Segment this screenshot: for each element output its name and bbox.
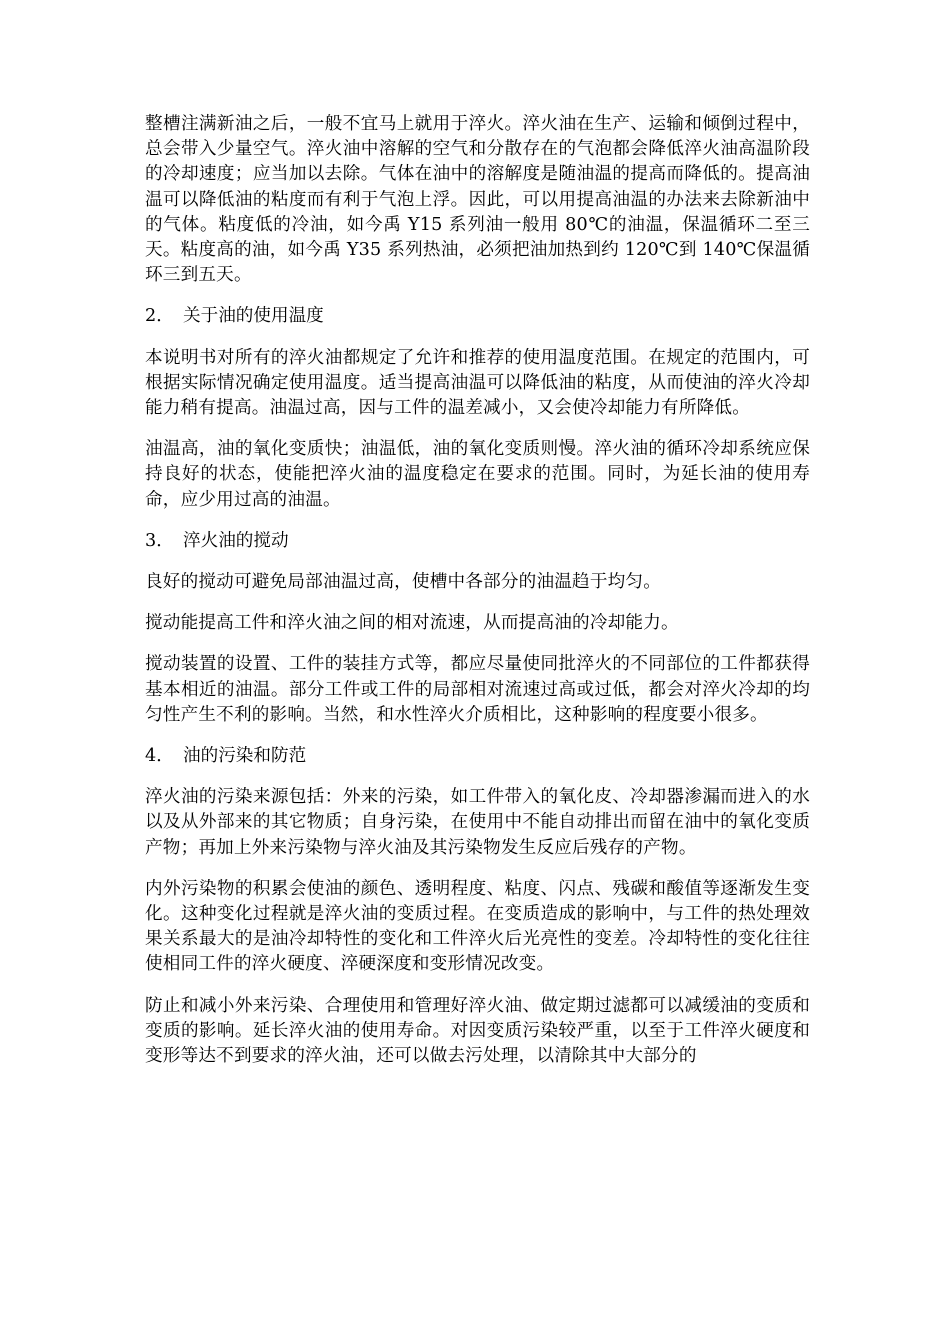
paragraph-intro: 整槽注满新油之后，一般不宜马上就用于淬火。淬火油在生产、运输和倾倒过程中，总会带入少量空气。淬火油中溶解的空气和分散存在的气泡都会降低淬火油高温阶段的冷却速度；应当加以去除。气体在油中的溶解度是随油温的提高而降低的。提高油温可以降低油的粘度而有利于气泡上浮。因此，可以用提高油温的办法来去除新油中的气体。粘度低的冷油，如今禹 Y15 系列油一般用 80℃的油温，保温循环二至三天。粘度高的油，如今禹 Y35 系列热油，必须把油加热到约 120℃到 140℃保温循环三到五天。: [145, 114, 810, 286]
paragraph: 油温高，油的氧化变质快；油温低，油的氧化变质则慢。淬火油的循环冷却系统应保持良好的状态，使能把淬火油的温度稳定在要求的范围。同时，为延长油的使用寿命，应少用过高的油温。: [145, 439, 810, 510]
section-title: 关于油的使用温度: [183, 306, 324, 327]
section-title: 淬火油的搅动: [183, 530, 289, 551]
section-heading-3: [145, 529, 810, 554]
section-number: 2．: [145, 306, 174, 327]
paragraph: 防止和减小外来污染、合理使用和管理好淬火油、做定期过滤都可以减缓油的变质和变质的影响。延长淬火油的使用寿命。对因变质污染较严重，以至于工件淬火硬度和变形等达不到要求的淬火油，还可以做去污处理，以清除其中大部分的: [145, 995, 810, 1067]
paragraph: 本说明书对所有的淬火油都规定了允许和推荐的使用温度范围。在规定的范围内，可根据实际情况确定使用温度。适当提高油温可以降低油的粘度，从而使油的淬火冷却能力稍有提高。油温过高，因与工件的温差减小，又会使冷却能力有所降低。: [145, 347, 810, 419]
paragraph: 淬火油的污染来源包括：外来的污染，如工件带入的氧化皮、冷却器渗漏而进入的水以及从外部来的其它物质；自身污染，在使用中不能自动排出而留在油中的氧化变质产物；再加上外来污染物与淬火油及其污染物发生反应后残存的产物。: [145, 787, 810, 858]
section-title: 油的污染和防范: [183, 746, 307, 767]
section-number: 4．: [145, 746, 174, 767]
section-heading-4: [145, 744, 810, 769]
document-page: [145, 112, 810, 1085]
paragraph: 内外污染物的积累会使油的颜色、透明程度、粘度、闪点、残碳和酸值等逐渐发生变化。这种变化过程就是淬火油的变质过程。在变质造成的影响中，与工件的热处理效果关系最大的是油冷却特性的变化和工件淬火后光亮性的变差。冷却特性的变化往往使相同工件的淬火硬度、淬硬深度和变形情况改变。: [145, 878, 810, 975]
section-heading-2: [145, 304, 810, 329]
paragraph: 搅动装置的设置、工件的装挂方式等，都应尽量使同批淬火的不同部位的工件都获得基本相近的油温。部分工件或工件的局部相对流速过高或过低，都会对淬火冷却的均匀性产生不利的影响。当然，和水性淬火介质相比，这种影响的程度要小很多。: [145, 654, 810, 725]
paragraph: 良好的搅动可避免局部油温过高，使槽中各部分的油温趋于均匀。: [145, 572, 662, 593]
section-number: 3．: [145, 530, 174, 551]
paragraph: 搅动能提高工件和淬火油之间的相对流速，从而提高油的冷却能力。: [145, 613, 679, 634]
